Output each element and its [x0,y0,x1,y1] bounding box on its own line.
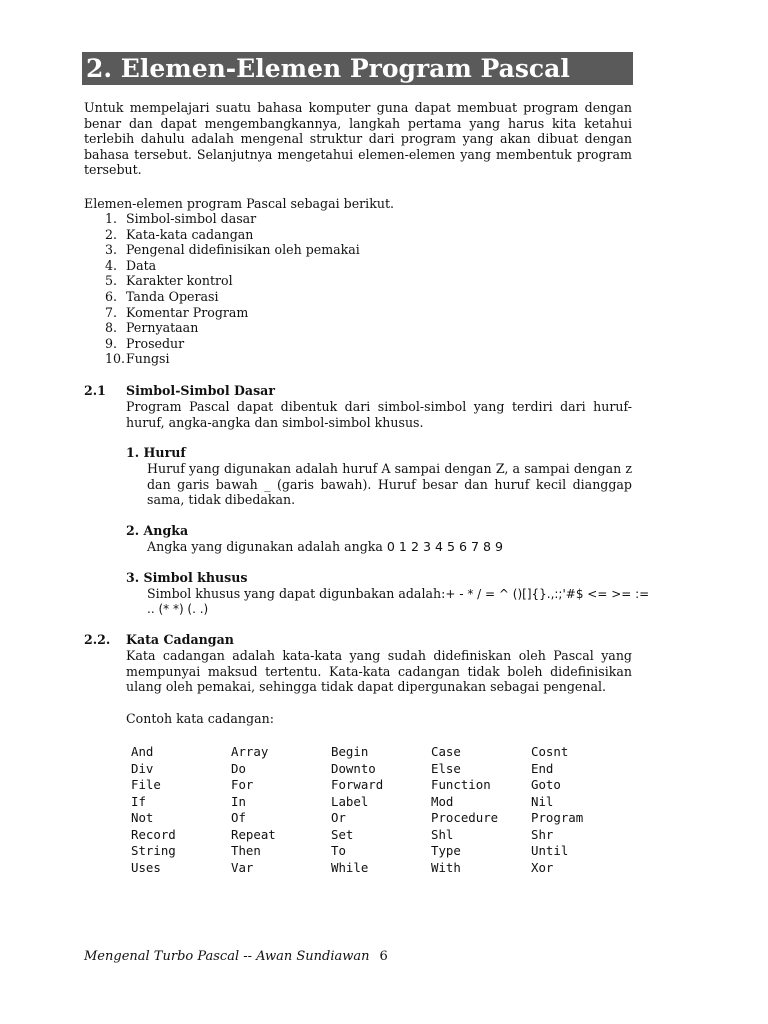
list-item-number: 6. [105,288,118,304]
subsection-heading-huruf: 1. Huruf [126,445,186,460]
simbol-list-line2: .. (* *) (. .) [147,602,209,616]
table-row [131,744,631,761]
reserved-word: Procedure [431,810,499,825]
page-number: 6 [379,949,388,964]
title-bar [82,52,633,85]
reserved-word: And [131,744,154,759]
reserved-word: In [231,793,246,809]
list-item [105,289,505,305]
reserved-word: Mod [431,793,454,809]
list-item [105,336,505,352]
page-title: 2. Elemen-Elemen Program Pascal [86,54,570,83]
reserved-word: Downto [331,760,376,776]
reserved-word: Or [331,810,346,825]
section-title: Kata Cadangan [126,632,234,647]
list-item-label: Tanda Operasi [126,288,219,304]
reserved-word: String [131,843,176,858]
subsection-heading-simbol: 3. Simbol khusus [126,570,248,585]
list-item-label: Kata-kata cadangan [126,226,254,242]
reserved-word: Begin [331,744,369,759]
reserved-word: Until [531,843,569,858]
table-row [131,761,631,778]
reserved-word: While [331,859,369,875]
list-item [105,227,505,243]
reserved-word: Not [131,810,154,825]
reserved-word: Else [431,760,461,776]
intro-paragraph: Untuk mempelajari suatu bahasa komputer guna dapat membuat program dengan benar dan dapat mengembangkannya, langkah pertama yang harus kita ketahui terlebih dahulu adalah mengenal struktur dari program yang akan dibuat dengan bahasa tersebut. Selanjutnya mengetahui elemen-elemen yang membentuk program tersebut. [84,100,632,178]
list-item-label: Fungsi [126,351,170,367]
list-item-number: 9. [105,335,118,351]
reserved-word: Goto [531,777,561,792]
reserved-word: Then [231,843,261,858]
reserved-word: Type [431,843,461,858]
list-item-label: Data [126,257,157,273]
list-item-label: Prosedur [126,335,185,351]
reserved-word: Repeat [231,826,276,842]
reserved-word: If [131,793,146,809]
reserved-word: Div [131,760,154,776]
reserved-word: Array [231,744,269,759]
list-item-number: 8. [105,320,118,336]
elements-list [105,211,505,367]
section-title: Simbol-Simbol Dasar [126,383,275,398]
reserved-word: Do [231,760,246,776]
list-item-number: 5. [105,273,118,289]
section-paragraph: Kata cadangan adalah kata-kata yang sudah didefiniskan oleh Pascal yang mempunyai maksud tertentu. Kata-kata cadangan tidak boleh didefinisikan ulang oleh pemakai, sehingga tidak dapat dipergunakan sebagai pengenal. [126,648,632,695]
list-item [105,320,505,336]
subsection-text-huruf: Huruf yang digunakan adalah huruf A sampai dengan Z, a sampai dengan z dan garis bawah _ (garis bawah). Huruf besar dan huruf kecil dianggap sama, tidak dibedakan. [147,461,632,508]
list-item-number: 10. [105,351,126,367]
table-row [131,827,631,844]
list-item-label: Pengenal didefinisikan oleh pemakai [126,242,360,258]
angka-digits: 0 1 2 3 4 5 6 7 8 9 [386,539,504,554]
example-label: Contoh kata cadangan: [126,711,274,726]
reserved-word: Function [431,777,491,792]
table-row [131,794,631,811]
list-item [105,273,505,289]
reserved-word: File [131,777,161,792]
reserved-word: To [331,843,346,858]
footer-text: Mengenal Turbo Pascal -- Awan Sundiawan [84,949,370,964]
elements-intro: Elemen-elemen program Pascal sebagai berikut. [84,196,395,211]
reserved-word: Xor [531,859,554,875]
reserved-word: Var [231,859,254,875]
table-row [131,843,631,860]
subsection-heading-angka: 2. Angka [126,523,189,538]
list-item-number: 3. [105,242,118,258]
list-item-number: 7. [105,304,118,320]
list-item-label: Komentar Program [126,304,249,320]
list-item [105,211,505,227]
section-number: 2.1 [84,383,106,398]
list-item-number: 4. [105,257,118,273]
reserved-word: Uses [131,859,161,875]
list-item-number: 1. [105,211,118,226]
list-item [105,242,505,258]
list-item-label: Simbol-simbol dasar [126,211,257,226]
list-item [105,258,505,274]
reserved-word: Nil [531,793,554,809]
reserved-word: Program [531,810,584,825]
simbol-list-line1: + - * / = ^ ()[]{}.,:;'#$ <= >= := [445,587,650,601]
reserved-word: Set [331,826,354,842]
reserved-word: Label [331,793,369,809]
reserved-word: Forward [331,777,384,792]
reserved-word: End [531,760,554,776]
table-row [131,860,631,877]
section-number: 2.2. [84,632,111,647]
subsection-text-angka [147,539,503,555]
reserved-word: Shr [531,826,554,842]
reserved-word: Case [431,744,461,759]
footer [84,949,388,964]
reserved-words-table [131,744,631,876]
table-row [131,777,631,794]
reserved-word: For [231,777,254,792]
reserved-word: Cosnt [531,744,569,759]
list-item-label: Karakter kontrol [126,273,233,289]
reserved-word: With [431,859,461,875]
list-item [105,351,505,367]
subsection-text-simbol [147,586,649,603]
list-item-label: Pernyataan [126,320,199,336]
list-item-number: 2. [105,226,118,242]
simbol-text: Simbol khusus yang dapat digunbakan adalah: [147,586,446,601]
reserved-word: Record [131,826,176,842]
table-row [131,810,631,827]
angka-text: Angka yang digunakan adalah angka [147,539,387,554]
reserved-word: Shl [431,826,454,842]
section-paragraph: Program Pascal dapat dibentuk dari simbol-simbol yang terdiri dari huruf-huruf, angka-angka dan simbol-simbol khusus. [126,399,632,430]
reserved-word: Of [231,810,246,825]
list-item [105,305,505,321]
